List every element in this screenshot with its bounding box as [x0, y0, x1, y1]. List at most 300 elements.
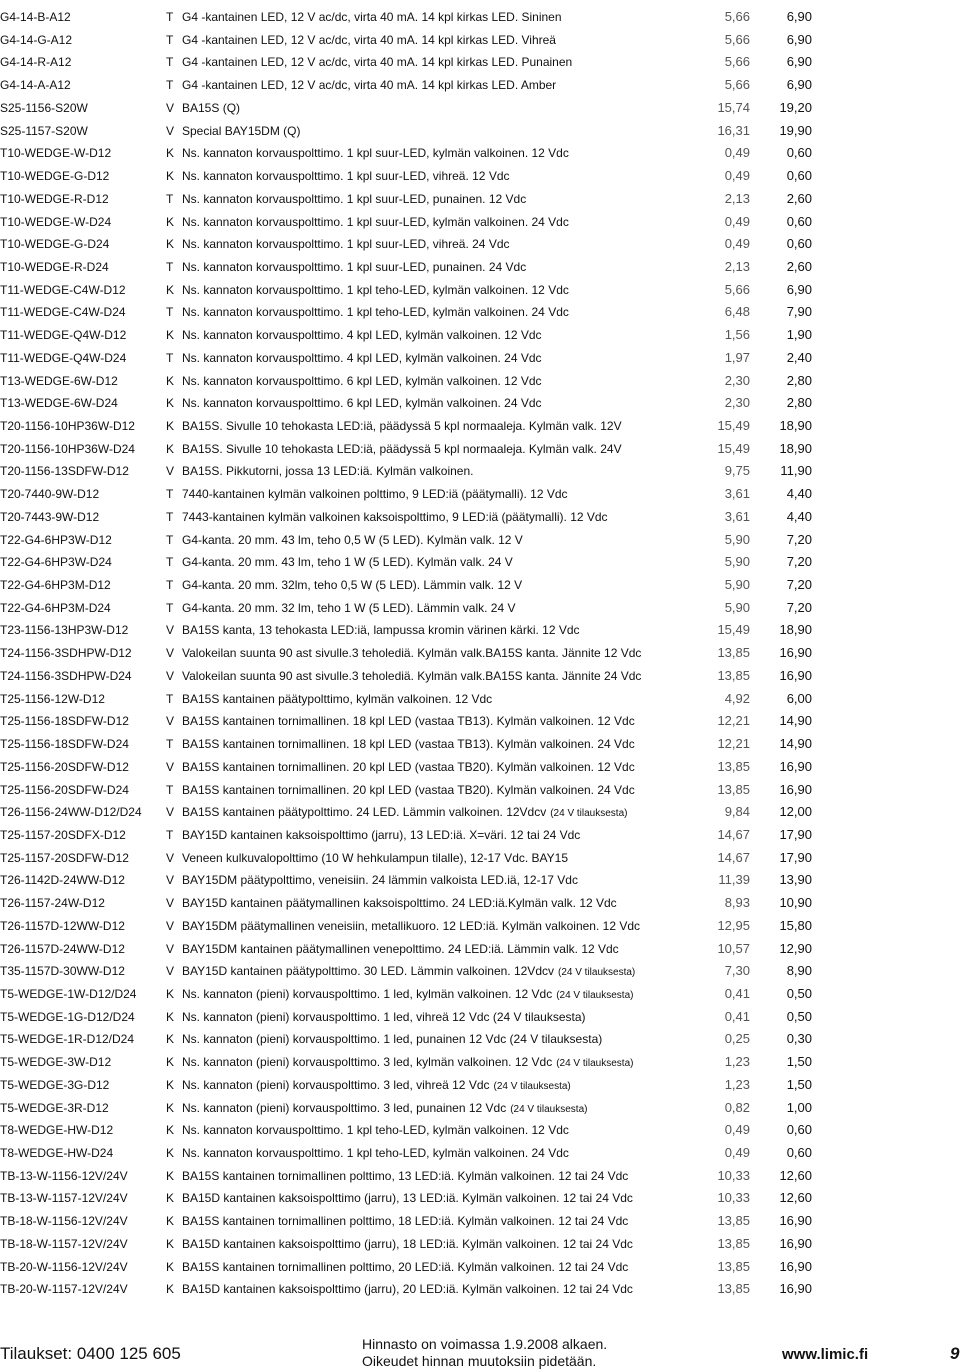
product-code: T26-1157D-24WW-D12	[0, 941, 125, 956]
price-net: 0,25	[724, 1031, 750, 1047]
table-row	[0, 256, 960, 278]
product-description: BA15D kantainen kaksoispolttimo (jarru), 20 LED:iä. Kylmän valkoinen. 12 tai 24 Vdc	[182, 1282, 633, 1297]
product-description-group	[182, 1097, 587, 1121]
product-code: T20-7440-9W-D12	[0, 487, 100, 502]
product-description: BA15S kanta, 13 tehokasta LED:iä, lampussa kromin värinen kärki. 12 Vdc	[182, 623, 580, 638]
table-row	[0, 665, 960, 687]
price-gross: 16,90	[779, 1258, 812, 1274]
product-code: T25-1156-18SDFW-D24	[0, 737, 129, 751]
product-code: T5-WEDGE-1W-D12/D24	[0, 987, 137, 1001]
price-gross: 4,40	[786, 486, 812, 502]
table-row	[0, 688, 960, 710]
product-description: Ns. kannaton korvauspolttimo. 1 kpl suur-LED, kylmän valkoinen. 12 Vdc	[182, 146, 569, 161]
product-class: K	[166, 237, 175, 252]
product-description: BA15S. Sivulle 10 tehokasta LED:iä, päädyssä 5 kpl normaaleja. Kylmän valk. 24V	[182, 441, 622, 456]
product-code: T11-WEDGE-C4W-D24	[0, 305, 126, 320]
product-description: Valokeilan suunta 90 ast sivulle.3 teholediä. Kylmän valk.BA15S kanta. Jännite 24 Vdc	[182, 668, 642, 683]
product-description-group	[182, 1074, 571, 1098]
price-gross: 13,90	[779, 872, 812, 888]
product-code: TB-18-W-1156-12V/24V	[0, 1214, 128, 1229]
validity-line-2: Oikeudet hinnan muutoksiin pidetään.	[362, 1353, 597, 1369]
price-gross: 1,50	[786, 1076, 812, 1092]
product-description: BA15S kantainen päätypolttimo, kylmän valkoinen. 12 Vdc	[182, 691, 493, 706]
product-description: Ns. kannaton (pieni) korvauspolttimo. 3 led, vihreä 12 Vdc	[182, 1077, 490, 1092]
price-gross: 16,90	[779, 758, 812, 774]
product-description: G4 -kantainen LED, 12 V ac/dc, virta 40 mA. 14 kpl kirkas LED. Punainen	[182, 55, 573, 70]
product-code: S25-1156-S20W	[0, 100, 88, 115]
price-net: 0,49	[724, 145, 750, 161]
product-code: T25-1157-20SDFW-D12	[0, 850, 129, 865]
price-gross: 0,60	[786, 213, 812, 229]
product-description: Ns. kannaton (pieni) korvauspolttimo. 1 led, kylmän valkoinen. 12 Vdc	[182, 987, 553, 1001]
product-description: G4-kanta. 20 mm. 43 lm, teho 1 W (5 LED). Kylmän valk. 24 V	[182, 555, 513, 570]
product-class: V	[166, 805, 175, 820]
product-class: K	[166, 1055, 175, 1070]
table-row	[0, 506, 960, 528]
table-row	[0, 733, 960, 755]
product-class: K	[166, 169, 175, 183]
price-gross: 16,90	[779, 645, 812, 661]
table-row	[0, 938, 960, 960]
price-net: 3,61	[724, 486, 750, 502]
product-class: T	[166, 32, 174, 47]
price-gross: 14,90	[779, 736, 812, 751]
table-row	[0, 642, 960, 664]
product-class: K	[166, 373, 175, 388]
product-class: K	[166, 987, 175, 1001]
price-gross: 0,60	[786, 168, 812, 183]
product-code: T20-1156-13SDFW-D12	[0, 464, 129, 479]
product-code: TB-13-W-1156-12V/24V	[0, 1168, 128, 1183]
table-row	[0, 74, 960, 96]
product-class: V	[166, 668, 175, 683]
table-row	[0, 1051, 960, 1073]
product-class: T	[166, 782, 174, 797]
product-code: T22-G4-6HP3M-D24	[0, 600, 111, 615]
product-code: T10-WEDGE-W-D24	[0, 214, 112, 229]
price-gross: 16,90	[779, 667, 812, 683]
product-class: K	[166, 1282, 175, 1297]
product-class: T	[166, 555, 174, 570]
table-row	[0, 1006, 960, 1028]
product-class: T	[166, 350, 174, 365]
product-code: T5-WEDGE-3R-D12	[0, 1100, 109, 1115]
description-note: (24 V tilauksesta)	[556, 1058, 634, 1070]
table-row	[0, 51, 960, 73]
description-note: (24 V tilauksesta)	[510, 1103, 588, 1115]
product-description: G4-kanta. 20 mm. 32lm, teho 0,5 W (5 LED). Lämmin valk. 12 V	[182, 578, 523, 592]
product-class: T	[166, 10, 174, 24]
product-class: T	[166, 691, 174, 706]
price-gross: 2,60	[786, 190, 812, 206]
price-net: 5,66	[724, 9, 750, 24]
product-description: Ns. kannaton korvauspolttimo. 1 kpl suur-LED, punainen. 12 Vdc	[182, 191, 527, 206]
price-gross: 6,00	[786, 690, 812, 706]
price-net: 10,33	[717, 1190, 750, 1206]
product-class: V	[166, 646, 175, 661]
product-description: Special BAY15DM (Q)	[182, 123, 301, 138]
product-class: K	[166, 1123, 175, 1138]
product-code: S25-1157-S20W	[0, 123, 88, 138]
product-class: K	[166, 1032, 175, 1047]
product-description: Ns. kannaton korvauspolttimo. 6 kpl LED, kylmän valkoinen. 24 Vdc	[182, 396, 542, 411]
price-net: 1,56	[724, 327, 750, 343]
product-class: T	[166, 532, 174, 547]
product-description: G4 -kantainen LED, 12 V ac/dc, virta 40 mA. 14 kpl kirkas LED. Amber	[182, 78, 557, 93]
price-net: 5,66	[724, 77, 750, 93]
product-code: T26-1156-24WW-D12/D24	[0, 805, 142, 820]
product-description: BAY15D kantainen päätypolttimo. 30 LED. Lämmin valkoinen. 12Vdcv	[182, 964, 554, 979]
product-class: T	[166, 305, 174, 320]
price-net: 13,85	[717, 1235, 750, 1251]
product-description: Ns. kannaton korvauspolttimo. 4 kpl LED, kylmän valkoinen. 12 Vdc	[182, 328, 542, 343]
website-link[interactable]: www.limic.fi	[782, 1346, 869, 1363]
price-gross: 15,80	[779, 917, 812, 933]
product-class: K	[166, 419, 175, 433]
product-code: T20-7443-9W-D12	[0, 509, 100, 524]
table-row	[0, 779, 960, 801]
price-net: 13,85	[717, 667, 750, 683]
price-gross: 17,90	[779, 849, 812, 865]
product-description: BA15S kantainen tornimallinen. 18 kpl LED (vastaa TB13). Kylmän valkoinen. 24 Vdc	[182, 737, 635, 751]
product-class: K	[166, 1100, 175, 1115]
price-net: 0,49	[724, 236, 750, 252]
table-row	[0, 892, 960, 914]
product-code: T22-G4-6HP3W-D12	[0, 532, 112, 547]
price-gross: 14,90	[779, 713, 812, 729]
product-class: T	[166, 487, 174, 502]
price-gross: 19,20	[779, 99, 812, 115]
price-net: 5,90	[724, 554, 750, 570]
product-class: K	[166, 396, 175, 411]
product-class: V	[166, 464, 175, 479]
price-net: 0,41	[724, 1008, 750, 1024]
product-description: BAY15DM kantainen päätymallinen venepolttimo. 24 LED:iä. Lämmin valk. 12 Vdc	[182, 941, 619, 956]
price-net: 13,85	[717, 781, 750, 797]
product-code: T10-WEDGE-W-D12	[0, 146, 112, 161]
product-description: Ns. kannaton korvauspolttimo. 1 kpl suur-LED, vihreä. 24 Vdc	[182, 237, 510, 252]
product-class: T	[166, 259, 174, 274]
product-description: Ns. kannaton korvauspolttimo. 6 kpl LED, kylmän valkoinen. 12 Vdc	[182, 373, 542, 388]
table-row	[0, 415, 960, 437]
product-code: T11-WEDGE-Q4W-D24	[0, 350, 127, 365]
table-row	[0, 1074, 960, 1096]
table-row	[0, 97, 960, 119]
price-net: 5,66	[724, 54, 750, 70]
price-gross: 0,60	[786, 236, 812, 252]
price-gross: 0,60	[786, 145, 812, 161]
price-gross: 11,90	[780, 463, 812, 479]
product-description: Ns. kannaton (pieni) korvauspolttimo. 1 led, vihreä 12 Vdc (24 V tilauksesta)	[182, 1009, 586, 1024]
price-net: 0,49	[724, 168, 750, 183]
price-gross: 7,20	[786, 554, 812, 570]
product-code: T35-1157D-30WW-D12	[0, 964, 125, 979]
description-note: (24 V tilauksesta)	[556, 990, 634, 1001]
product-code: T10-WEDGE-R-D24	[0, 259, 109, 274]
product-description: Ns. kannaton (pieni) korvauspolttimo. 3 led, kylmän valkoinen. 12 Vdc	[182, 1055, 553, 1070]
price-net: 12,21	[717, 736, 750, 751]
price-net: 2,13	[724, 190, 750, 206]
price-gross: 0,50	[786, 1008, 812, 1024]
price-net: 11,39	[718, 872, 750, 888]
price-net: 13,85	[717, 645, 750, 661]
product-code: T22-G4-6HP3M-D12	[0, 578, 111, 592]
product-description: BA15S kantainen tornimallinen. 18 kpl LED (vastaa TB13). Kylmän valkoinen. 12 Vdc	[182, 714, 635, 729]
price-net: 5,90	[724, 577, 750, 592]
price-net: 9,84	[724, 804, 750, 820]
table-row	[0, 869, 960, 891]
table-row	[0, 142, 960, 164]
table-row	[0, 801, 960, 823]
product-code: T5-WEDGE-3G-D12	[0, 1077, 110, 1092]
price-net: 5,90	[724, 599, 750, 615]
table-row	[0, 29, 960, 51]
product-description: BA15S kantainen tornimallinen polttimo, 13 LED:iä. Kylmän valkoinen. 12 tai 24 Vdc	[182, 1168, 629, 1183]
product-description: BAY15DM päätypolttimo, veneisiin. 24 lämmin valkoista LED.iä, 12-17 Vdc	[182, 873, 578, 888]
price-net: 7,30	[724, 963, 750, 979]
product-class: T	[166, 509, 174, 524]
price-net: 1,97	[724, 349, 750, 365]
product-description: Ns. kannaton korvauspolttimo. 1 kpl teho-LED, kylmän valkoinen. 24 Vdc	[182, 305, 569, 320]
product-description: BA15S kantainen tornimallinen polttimo, 18 LED:iä. Kylmän valkoinen. 12 tai 24 Vdc	[182, 1214, 629, 1229]
product-class: T	[166, 827, 174, 842]
description-note: (24 V tilauksesta)	[493, 1080, 571, 1092]
price-gross: 18,90	[779, 418, 812, 433]
product-description-group	[182, 983, 633, 1007]
product-code: T11-WEDGE-Q4W-D12	[0, 328, 127, 343]
table-row	[0, 392, 960, 414]
price-gross: 16,90	[779, 781, 812, 797]
price-net: 12,95	[717, 917, 750, 933]
product-description: BA15D kantainen kaksoispolttimo (jarru), 18 LED:iä. Kylmän valkoinen. 12 tai 24 Vdc	[182, 1236, 633, 1251]
product-class: T	[166, 600, 174, 615]
table-row	[0, 188, 960, 210]
product-code: T10-WEDGE-R-D12	[0, 191, 109, 206]
product-description: BAY15D kantainen kaksoispolttimo (jarru), 13 LED:iä. X=väri. 12 tai 24 Vdc	[182, 827, 581, 842]
price-gross: 2,60	[786, 258, 812, 274]
price-gross: 17,90	[779, 826, 812, 842]
price-gross: 0,60	[786, 1145, 812, 1160]
price-gross: 12,60	[779, 1190, 812, 1206]
product-code: G4-14-R-A12	[0, 55, 72, 70]
price-gross: 7,20	[786, 531, 812, 547]
price-gross: 6,90	[786, 281, 812, 297]
price-net: 16,31	[717, 122, 750, 138]
table-row	[0, 324, 960, 346]
product-description: BA15S. Sivulle 10 tehokasta LED:iä, päädyssä 5 kpl normaaleja. Kylmän valk. 12V	[182, 419, 622, 433]
product-class: T	[166, 737, 174, 751]
price-gross: 2,80	[786, 395, 812, 411]
table-row	[0, 529, 960, 551]
validity-note	[362, 1336, 607, 1370]
table-row	[0, 1256, 960, 1278]
price-gross: 6,90	[786, 77, 812, 93]
price-net: 5,90	[724, 531, 750, 547]
product-code: T13-WEDGE-6W-D12	[0, 373, 118, 388]
product-code: G4-14-B-A12	[0, 10, 71, 24]
table-row	[0, 597, 960, 619]
product-description: Ns. kannaton korvauspolttimo. 1 kpl teho-LED, kylmän valkoinen. 24 Vdc	[182, 1146, 569, 1160]
price-net: 2,30	[724, 372, 750, 388]
product-description: G4 -kantainen LED, 12 V ac/dc, virta 40 mA. 14 kpl kirkas LED. Sininen	[182, 10, 562, 24]
price-net: 9,75	[724, 463, 750, 479]
price-net: 0,49	[724, 1145, 750, 1160]
table-row	[0, 233, 960, 255]
price-net: 13,85	[717, 1281, 750, 1297]
price-net: 10,33	[717, 1167, 750, 1183]
price-net: 6,48	[724, 304, 750, 320]
product-code: T22-G4-6HP3W-D24	[0, 555, 112, 570]
description-note: (24 V tilauksesta)	[550, 808, 628, 820]
product-class: V	[166, 714, 175, 729]
product-code: T24-1156-3SDHPW-D12	[0, 646, 132, 661]
product-description: BAY15DM päätymallinen veneisiin, metallikuoro. 12 LED:iä. Kylmän valkoinen. 12 Vdc	[182, 918, 641, 933]
product-code: T23-1156-13HP3W-D12	[0, 623, 129, 638]
product-description: Ns. kannaton (pieni) korvauspolttimo. 1 led, punainen 12 Vdc (24 V tilauksesta)	[182, 1032, 603, 1047]
product-class: V	[166, 850, 175, 865]
price-net: 0,49	[724, 213, 750, 229]
table-row	[0, 347, 960, 369]
product-class: K	[166, 214, 175, 229]
price-gross: 6,90	[786, 31, 812, 47]
product-code: T26-1157-24W-D12	[0, 896, 105, 911]
table-row	[0, 483, 960, 505]
table-row	[0, 710, 960, 732]
price-net: 15,49	[717, 440, 750, 456]
price-net: 14,67	[717, 849, 750, 865]
price-net: 2,13	[724, 258, 750, 274]
price-gross: 16,90	[779, 1281, 812, 1297]
product-code: G4-14-G-A12	[0, 32, 73, 47]
product-code: T10-WEDGE-G-D12	[0, 169, 110, 183]
product-class: K	[166, 1259, 175, 1274]
price-gross: 18,90	[779, 440, 812, 456]
table-row	[0, 1142, 960, 1164]
table-row	[0, 983, 960, 1005]
product-class: K	[166, 282, 175, 297]
product-class: V	[166, 896, 175, 911]
product-code: T20-1156-10HP36W-D12	[0, 419, 135, 433]
product-class: V	[166, 964, 175, 979]
product-class: K	[166, 1191, 175, 1206]
product-class: K	[166, 1146, 175, 1160]
product-code: G4-14-A-A12	[0, 78, 71, 93]
table-row	[0, 1210, 960, 1232]
price-gross: 2,80	[786, 372, 812, 388]
price-net: 5,66	[724, 281, 750, 297]
product-description: BA15S. Pikkutorni, jossa 13 LED:iä. Kylmän valkoinen.	[182, 464, 474, 479]
product-code: T26-1142D-24WW-D12	[0, 873, 125, 888]
table-row	[0, 756, 960, 778]
price-net: 12,21	[717, 713, 750, 729]
table-row	[0, 1028, 960, 1050]
product-description: Ns. kannaton korvauspolttimo. 1 kpl suur-LED, vihreä. 12 Vdc	[182, 169, 510, 183]
price-gross: 1,90	[786, 327, 812, 343]
product-description: BA15S kantainen tornimallinen. 20 kpl LED (vastaa TB20). Kylmän valkoinen. 12 Vdc	[182, 759, 635, 774]
price-gross: 8,90	[786, 963, 812, 979]
price-gross: 1,50	[786, 1054, 812, 1070]
price-gross: 1,00	[786, 1099, 812, 1115]
product-class: T	[166, 578, 174, 592]
price-net: 15,49	[717, 622, 750, 638]
product-class: V	[166, 918, 175, 933]
product-description: Ns. kannaton korvauspolttimo. 1 kpl teho-LED, kylmän valkoinen. 12 Vdc	[182, 1123, 569, 1138]
order-phone: Tilaukset: 0400 125 605	[0, 1344, 181, 1363]
product-description: 7440-kantainen kylmän valkoinen polttimo, 9 LED:iä (päätymalli). 12 Vdc	[182, 487, 568, 502]
product-code: TB-20-W-1156-12V/24V	[0, 1259, 128, 1274]
product-description: Ns. kannaton korvauspolttimo. 1 kpl teho-LED, kylmän valkoinen. 12 Vdc	[182, 282, 569, 297]
product-description-group	[182, 801, 627, 825]
table-row	[0, 915, 960, 937]
price-gross: 12,00	[779, 804, 812, 820]
product-description: Ns. kannaton korvauspolttimo. 4 kpl LED, kylmän valkoinen. 24 Vdc	[182, 350, 542, 365]
price-net: 15,74	[717, 99, 750, 115]
product-class: K	[166, 441, 175, 456]
table-row	[0, 370, 960, 392]
product-code: T25-1156-12W-D12	[0, 691, 105, 706]
price-net: 13,85	[717, 1213, 750, 1229]
product-class: T	[166, 55, 174, 70]
table-row	[0, 211, 960, 233]
price-net: 4,92	[724, 690, 750, 706]
table-row	[0, 279, 960, 301]
product-description: Valokeilan suunta 90 ast sivulle.3 teholediä. Kylmän valk.BA15S kanta. Jännite 12 Vdc	[182, 646, 642, 661]
price-gross: 6,90	[786, 9, 812, 24]
price-gross: 6,90	[786, 54, 812, 70]
product-description: BA15S kantainen päätypolttimo. 24 LED. Lämmin valkoinen. 12Vdcv	[182, 805, 547, 820]
price-gross: 2,40	[786, 349, 812, 365]
price-net: 5,66	[724, 31, 750, 47]
product-class: K	[166, 1236, 175, 1251]
price-net: 14,67	[717, 826, 750, 842]
description-note: (24 V tilauksesta)	[558, 967, 636, 979]
price-net: 0,49	[724, 1122, 750, 1138]
price-net: 3,61	[724, 508, 750, 524]
product-class: V	[166, 100, 175, 115]
product-description: G4 -kantainen LED, 12 V ac/dc, virta 40 mA. 14 kpl kirkas LED. Vihreä	[182, 32, 556, 47]
product-description: Veneen kulkuvalopolttimo (10 W hehkulampun tilalle), 12-17 Vdc. BAY15	[182, 850, 568, 865]
price-gross: 0,50	[786, 986, 812, 1001]
price-net: 13,85	[717, 758, 750, 774]
product-class: V	[166, 759, 175, 774]
table-row	[0, 1278, 960, 1300]
product-class: V	[166, 123, 175, 138]
product-class: V	[166, 941, 175, 956]
page-number: 9	[950, 1344, 960, 1363]
price-net: 2,30	[724, 395, 750, 411]
price-net: 0,82	[724, 1099, 750, 1115]
table-row	[0, 301, 960, 323]
product-class: K	[166, 146, 175, 161]
price-net: 1,23	[724, 1076, 750, 1092]
table-row	[0, 960, 960, 982]
product-code: T5-WEDGE-3W-D12	[0, 1055, 112, 1070]
validity-line-1: Hinnasto on voimassa 1.9.2008 alkaen.	[362, 1336, 608, 1352]
product-code: T11-WEDGE-C4W-D12	[0, 282, 126, 297]
table-row	[0, 1187, 960, 1209]
price-net: 8,93	[724, 895, 750, 911]
product-class: K	[166, 1009, 175, 1024]
product-code: TB-20-W-1157-12V/24V	[0, 1282, 128, 1297]
table-row	[0, 1097, 960, 1119]
product-class: K	[166, 1168, 175, 1183]
product-description: Ns. kannaton korvauspolttimo. 1 kpl suur-LED, kylmän valkoinen. 24 Vdc	[182, 214, 569, 229]
product-description: BA15D kantainen kaksoispolttimo (jarru), 13 LED:iä. Kylmän valkoinen. 12 tai 24 Vdc	[182, 1191, 633, 1206]
price-gross: 18,90	[779, 622, 812, 638]
product-description-group	[182, 960, 635, 984]
product-description: BA15S (Q)	[182, 100, 241, 115]
price-gross: 4,40	[786, 508, 812, 524]
